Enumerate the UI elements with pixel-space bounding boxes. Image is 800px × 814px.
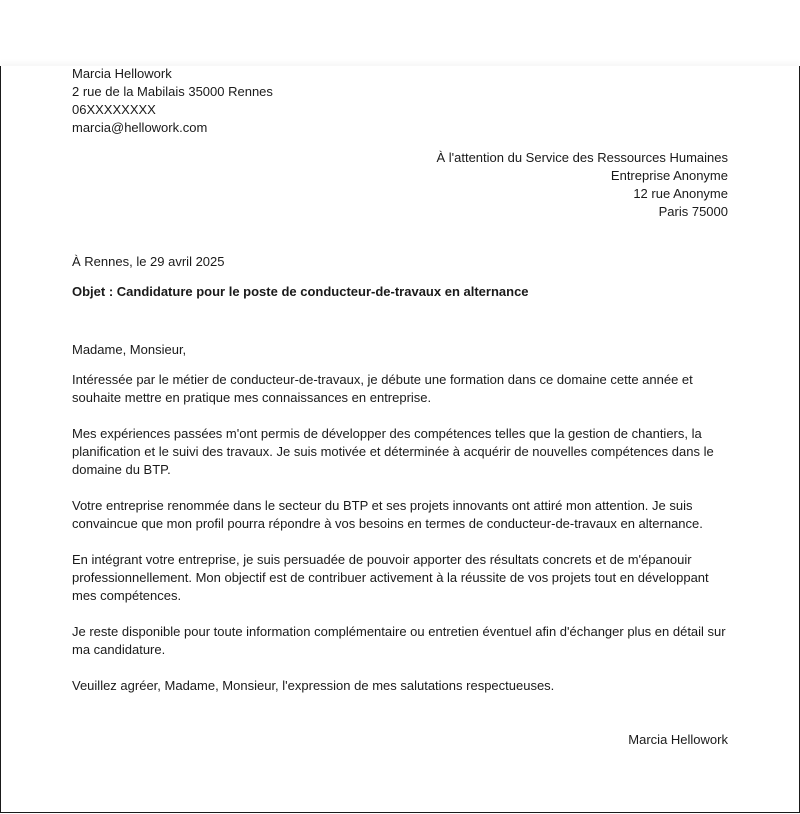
recipient-company: Entreprise Anonyme <box>610 168 728 183</box>
paragraph-line: planification et le suivi des travaux. Je suis motivée et déterminée à acquérir de nouvelles compétences dans le <box>72 444 714 459</box>
closing-paragraph <box>72 677 732 695</box>
top-bar <box>0 0 800 66</box>
signature: Marcia Hellowork <box>628 732 728 747</box>
body-paragraph-4 <box>72 551 732 605</box>
paragraph-line: Votre entreprise renommée dans le secteur du BTP et ses projets innovants ont attiré mon attention. Je suis <box>72 498 693 513</box>
body-paragraph-1 <box>72 371 732 407</box>
paragraph-line: En intégrant votre entreprise, je suis persuadée de pouvoir apporter des résultats concrets et de m'épanouir <box>72 552 692 567</box>
sender-name: Marcia Hellowork <box>72 66 172 81</box>
recipient-city: Paris 75000 <box>658 204 728 219</box>
paragraph-line: Je reste disponible pour toute information complémentaire ou entretien éventuel afin d'échanger plus en détail sur <box>72 624 726 639</box>
recipient-attention: À l'attention du Service des Ressources Humaines <box>436 150 728 165</box>
sender-phone: 06XXXXXXXX <box>72 102 156 117</box>
body-paragraph-5 <box>72 623 732 659</box>
body-paragraph-3 <box>72 497 732 533</box>
paragraph-line: ma candidature. <box>72 642 166 657</box>
paragraph-line: professionnellement. Mon objectif est de contribuer activement à la réussite de vos projets tout en développant <box>72 570 709 585</box>
paragraph-line: convaincue que mon profil pourra répondre à vos besoins en termes de conducteur-de-travaux en alternance. <box>72 516 703 531</box>
sender-address: 2 rue de la Mabilais 35000 Rennes <box>72 84 273 99</box>
recipient-block <box>436 149 728 221</box>
date-line: À Rennes, le 29 avril 2025 <box>72 254 225 269</box>
paragraph-line: souhaite mettre en pratique mes connaissances en entreprise. <box>72 390 432 405</box>
paragraph-line: Intéressée par le métier de conducteur-de-travaux, je débute une formation dans ce domaine cette année et <box>72 372 693 387</box>
body-paragraph-2 <box>72 425 732 479</box>
paragraph-line: mes compétences. <box>72 588 182 603</box>
subject-line: Objet : Candidature pour le poste de conducteur-de-travaux en alternance <box>72 284 529 299</box>
paragraph-line: Veuillez agréer, Madame, Monsieur, l'expression de mes salutations respectueuses. <box>72 678 555 693</box>
greeting: Madame, Monsieur, <box>72 342 187 357</box>
sender-email: marcia@hellowork.com <box>72 120 208 135</box>
paragraph-line: domaine du BTP. <box>72 462 171 477</box>
paragraph-line: Mes expériences passées m'ont permis de développer des compétences telles que la gestion de chantiers, la <box>72 426 702 441</box>
recipient-street: 12 rue Anonyme <box>633 186 728 201</box>
